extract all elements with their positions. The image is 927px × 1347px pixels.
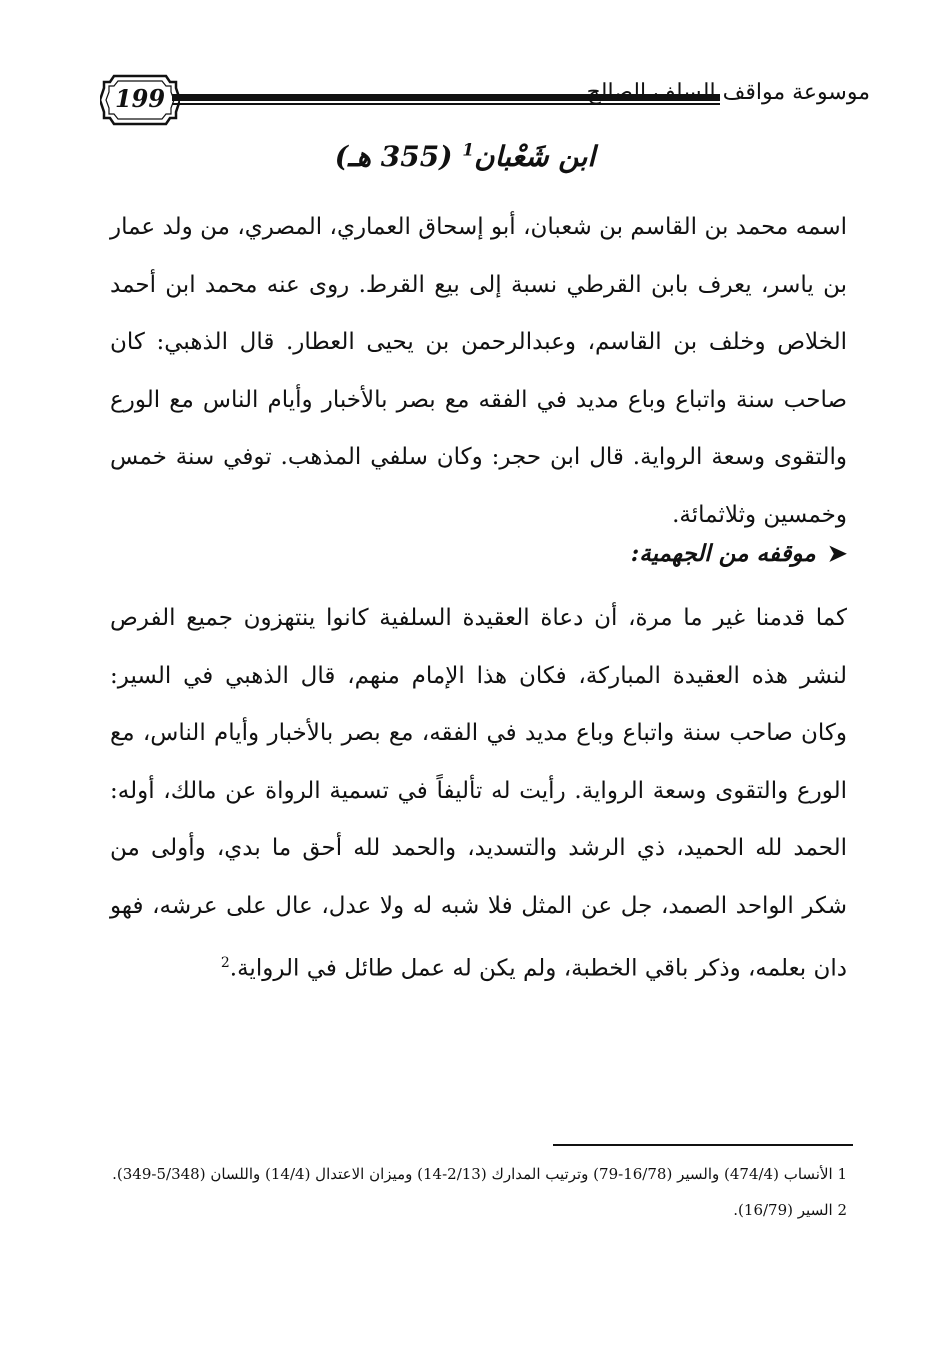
section-title-date: (355 هـ) bbox=[334, 140, 453, 173]
subheading bbox=[631, 540, 847, 567]
footnote-ref-1[interactable]: 1 bbox=[462, 140, 475, 161]
position-paragraph bbox=[110, 590, 847, 998]
page-number: 199 bbox=[114, 84, 166, 113]
footnote-1: 1 الأنساب (474/4) والسير (16/78-79) وترتيب المدارك (2/13-14) وميزان الاعتدال (14/4) واللسان (5/348-349). bbox=[112, 1165, 847, 1183]
biography-paragraph: اسمه محمد بن القاسم بن شعبان، أبو إسحاق العماري، المصري، من ولد عمار بن ياسر، يعرف بابن القرطي نسبة إلى بيع القرط. روى عنه محمد ابن أحمد الخلاص وخلف بن القاسم، وعبدالرحمن بن يحيى العطار. قال الذهبي: كان صاحب سنة واتباع وباع مديد في الفقه مع بصر بالأخبار وأيام الناس مع الورع والتقوى وسعة الرواية. قال ابن حجر: وكان سلفي المذهب. توفي سنة خمس وخمسين وثلاثمائة. bbox=[110, 214, 847, 528]
footnote-2: 2 السير (16/79). bbox=[733, 1201, 847, 1219]
subheading-text: موقفه من الجهمية: bbox=[630, 540, 816, 567]
section-title bbox=[250, 140, 680, 173]
page-number-badge bbox=[100, 70, 180, 130]
footnote-ref-2[interactable]: 2 bbox=[220, 955, 230, 971]
page-header bbox=[100, 70, 870, 135]
book-title: موسوعة مواقف السلف الصالح bbox=[586, 80, 870, 105]
position-paragraph-text: كما قدمنا غير ما مرة، أن دعاة العقيدة السلفية كانوا ينتهزون جميع الفرص لنشر هذه العقيدة المباركة، فكان هذا الإمام منهم، قال الذهبي في السير: وكان صاحب سنة واتباع وباع مديد في الفقه، مع بصر بالأخبار وأيام الناس، مع الورع والتقوى وسعة الرواية. رأيت له تأليفاً في تسمية الرواة عن مالك، أوله: الحمد لله الحميد، ذي الرشد والتسديد، والحمد لله أحق ما بدي، وأولى من شكر الواحد الصمد، جل عن المثل فلا شبه له ولا عدل، عال على عرشه، فهو دان بعلمه، وذكر باقي الخطبة، ولم يكن له عمل طائل في الرواية. bbox=[110, 605, 847, 982]
section-title-name: ابن شَعْبان bbox=[474, 140, 596, 173]
footnote-separator bbox=[553, 1144, 853, 1146]
footnotes bbox=[110, 1156, 847, 1228]
arrow-bullet-icon: ➤ bbox=[827, 540, 847, 567]
